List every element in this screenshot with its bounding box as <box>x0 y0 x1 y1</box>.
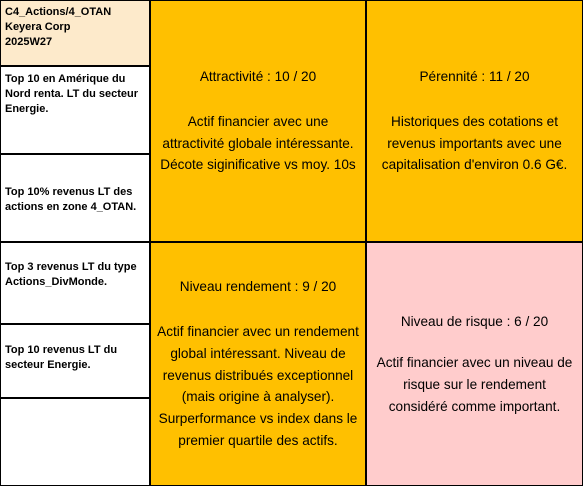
attractivite-title: Attractivité : 10 / 20 <box>199 69 317 84</box>
ranking-row <box>0 242 150 324</box>
ranking-text: Top 10 en Amérique du Nord renta. LT du secteur Energie. <box>5 73 139 115</box>
ranking-row <box>0 324 150 398</box>
week-label: 2025W27 <box>5 35 53 48</box>
risque-description: Actif financier avec un niveau de risque sur le rendement considéré comme important. <box>376 355 573 414</box>
ranking-text: Top 10% revenus LT des actions en zone 4_OTAN. <box>5 186 137 213</box>
rendement-description: Actif financier avec un rendement global intéressant. Niveau de revenus distribués exceptionnel (mais origine à analyser). Surperformance vs index dans le premier quartile des actifs. <box>157 324 359 448</box>
header-cell <box>0 0 150 66</box>
ranking-row <box>0 66 150 154</box>
ranking-row-empty <box>0 398 150 486</box>
attractivite-card <box>150 0 366 242</box>
risque-card <box>366 242 583 486</box>
ranking-text: Top 10 revenus LT du secteur Energie. <box>5 344 118 371</box>
perennite-description: Historiques des cotations et revenus importants avec une capitalisation d'environ 0.6 G€. <box>381 113 568 173</box>
perennite-card <box>366 0 583 242</box>
company-name: Keyera Corp <box>5 20 71 33</box>
ranking-row <box>0 154 150 242</box>
risque-title: Niveau de risque : 6 / 20 <box>400 313 549 329</box>
rendement-card <box>150 242 366 486</box>
ranking-text: Top 3 revenus LT du type Actions_DivMonde. <box>5 261 137 288</box>
attractivite-description: Actif financier avec une attractivité globale intéressante. Décote siginificative vs moy. 10s <box>160 113 356 173</box>
category-label: C4_Actions/4_OTAN <box>5 6 112 18</box>
rendement-title: Niveau rendement : 9 / 20 <box>179 279 337 295</box>
perennite-title: Pérennité : 11 / 20 <box>419 69 530 84</box>
